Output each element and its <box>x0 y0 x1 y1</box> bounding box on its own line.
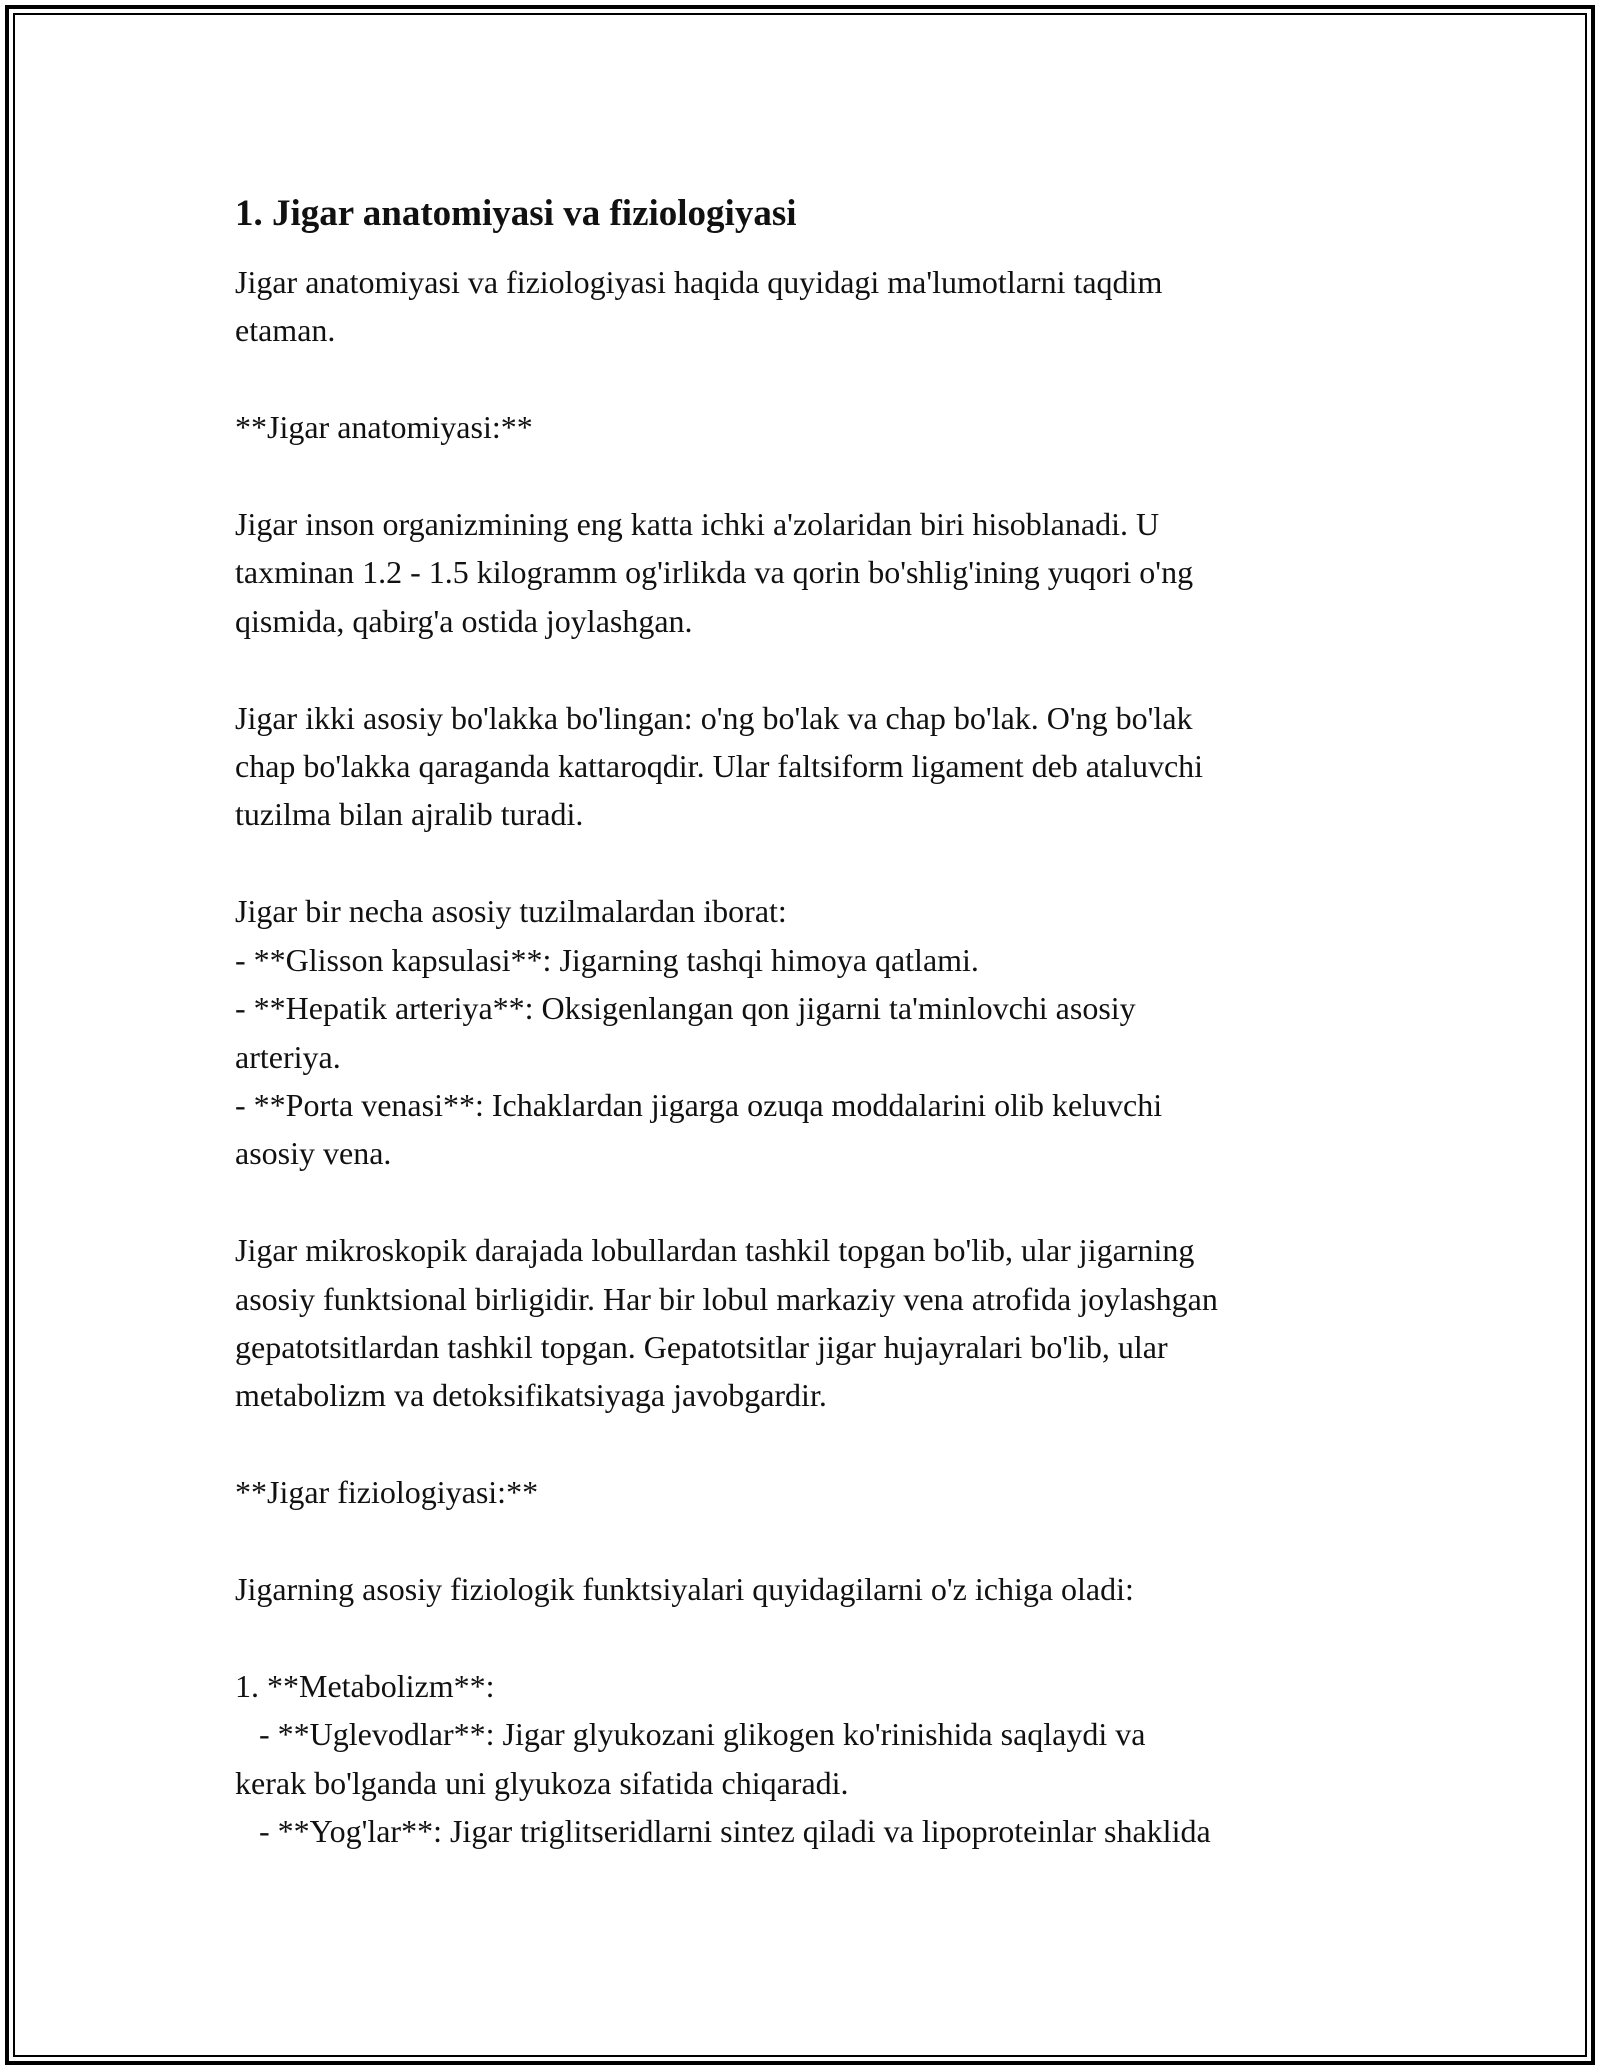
document-body: Jigar anatomiyasi va fiziologiyasi haqida quyidagi ma'lumotlarni taqdim etaman. **Jigar anatomiyasi:** Jigar inson organizmining eng katta ichki a'zolaridan biri hisoblanadi. U taxminan 1.2 - 1.5 kilogramm og'irlikda va qorin bo'shlig'ining yuqori o'ng qismida, qabirg'a ostida joylashgan. Jigar ikki asosiy bo'lakka bo'lingan: o'ng bo'lak va chap bo'lak. O'ng bo'lak chap bo'lakka qaraganda kattaroqdir. Ular faltsiform ligament deb ataluvchi tuzilma bilan ajralib turadi. Jigar bir necha asosiy tuzilmalardan iborat: - **Glisson kapsulasi**: Jigarning tashqi himoya qatlami. - **Hepatik arteriya**: Oksigenlangan qon jigarni ta'minlovchi asosiy arteriya. - **Porta venasi**: Ichaklardan jigarga ozuqa moddalarini olib keluvchi asosiy vena. Jigar mikroskopik darajada lobullardan tashkil topgan bo'lib, ular jigarning asosiy funktsional birligidir. Har bir lobul markaziy vena atrofida joylashgan gepatotsitlardan tashkil topgan. Gepatotsitlar jigar hujayralari bo'lib, ular metabolizm va detoksifikatsiyaga javobgardir. **Jigar fiziologiyasi:** Jigarning asosiy fiziologik funktsiyalari quyidagilarni o'z ichiga oladi: 1. **Metabolizm**: - **Uglevodlar**: Jigar glyukozani glikogen ko'rinishida saqlaydi va kerak bo'lganda uni glyukoza sifatida chiqaradi. - **Yog'lar**: Jigar triglitseridlarni sintez qiladi va lipoproteinlar shaklida <box>235 264 1218 1849</box>
document-title: 1. Jigar anatomiyasi va fiziologiyasi <box>235 193 797 234</box>
document-content <box>235 190 1375 1855</box>
